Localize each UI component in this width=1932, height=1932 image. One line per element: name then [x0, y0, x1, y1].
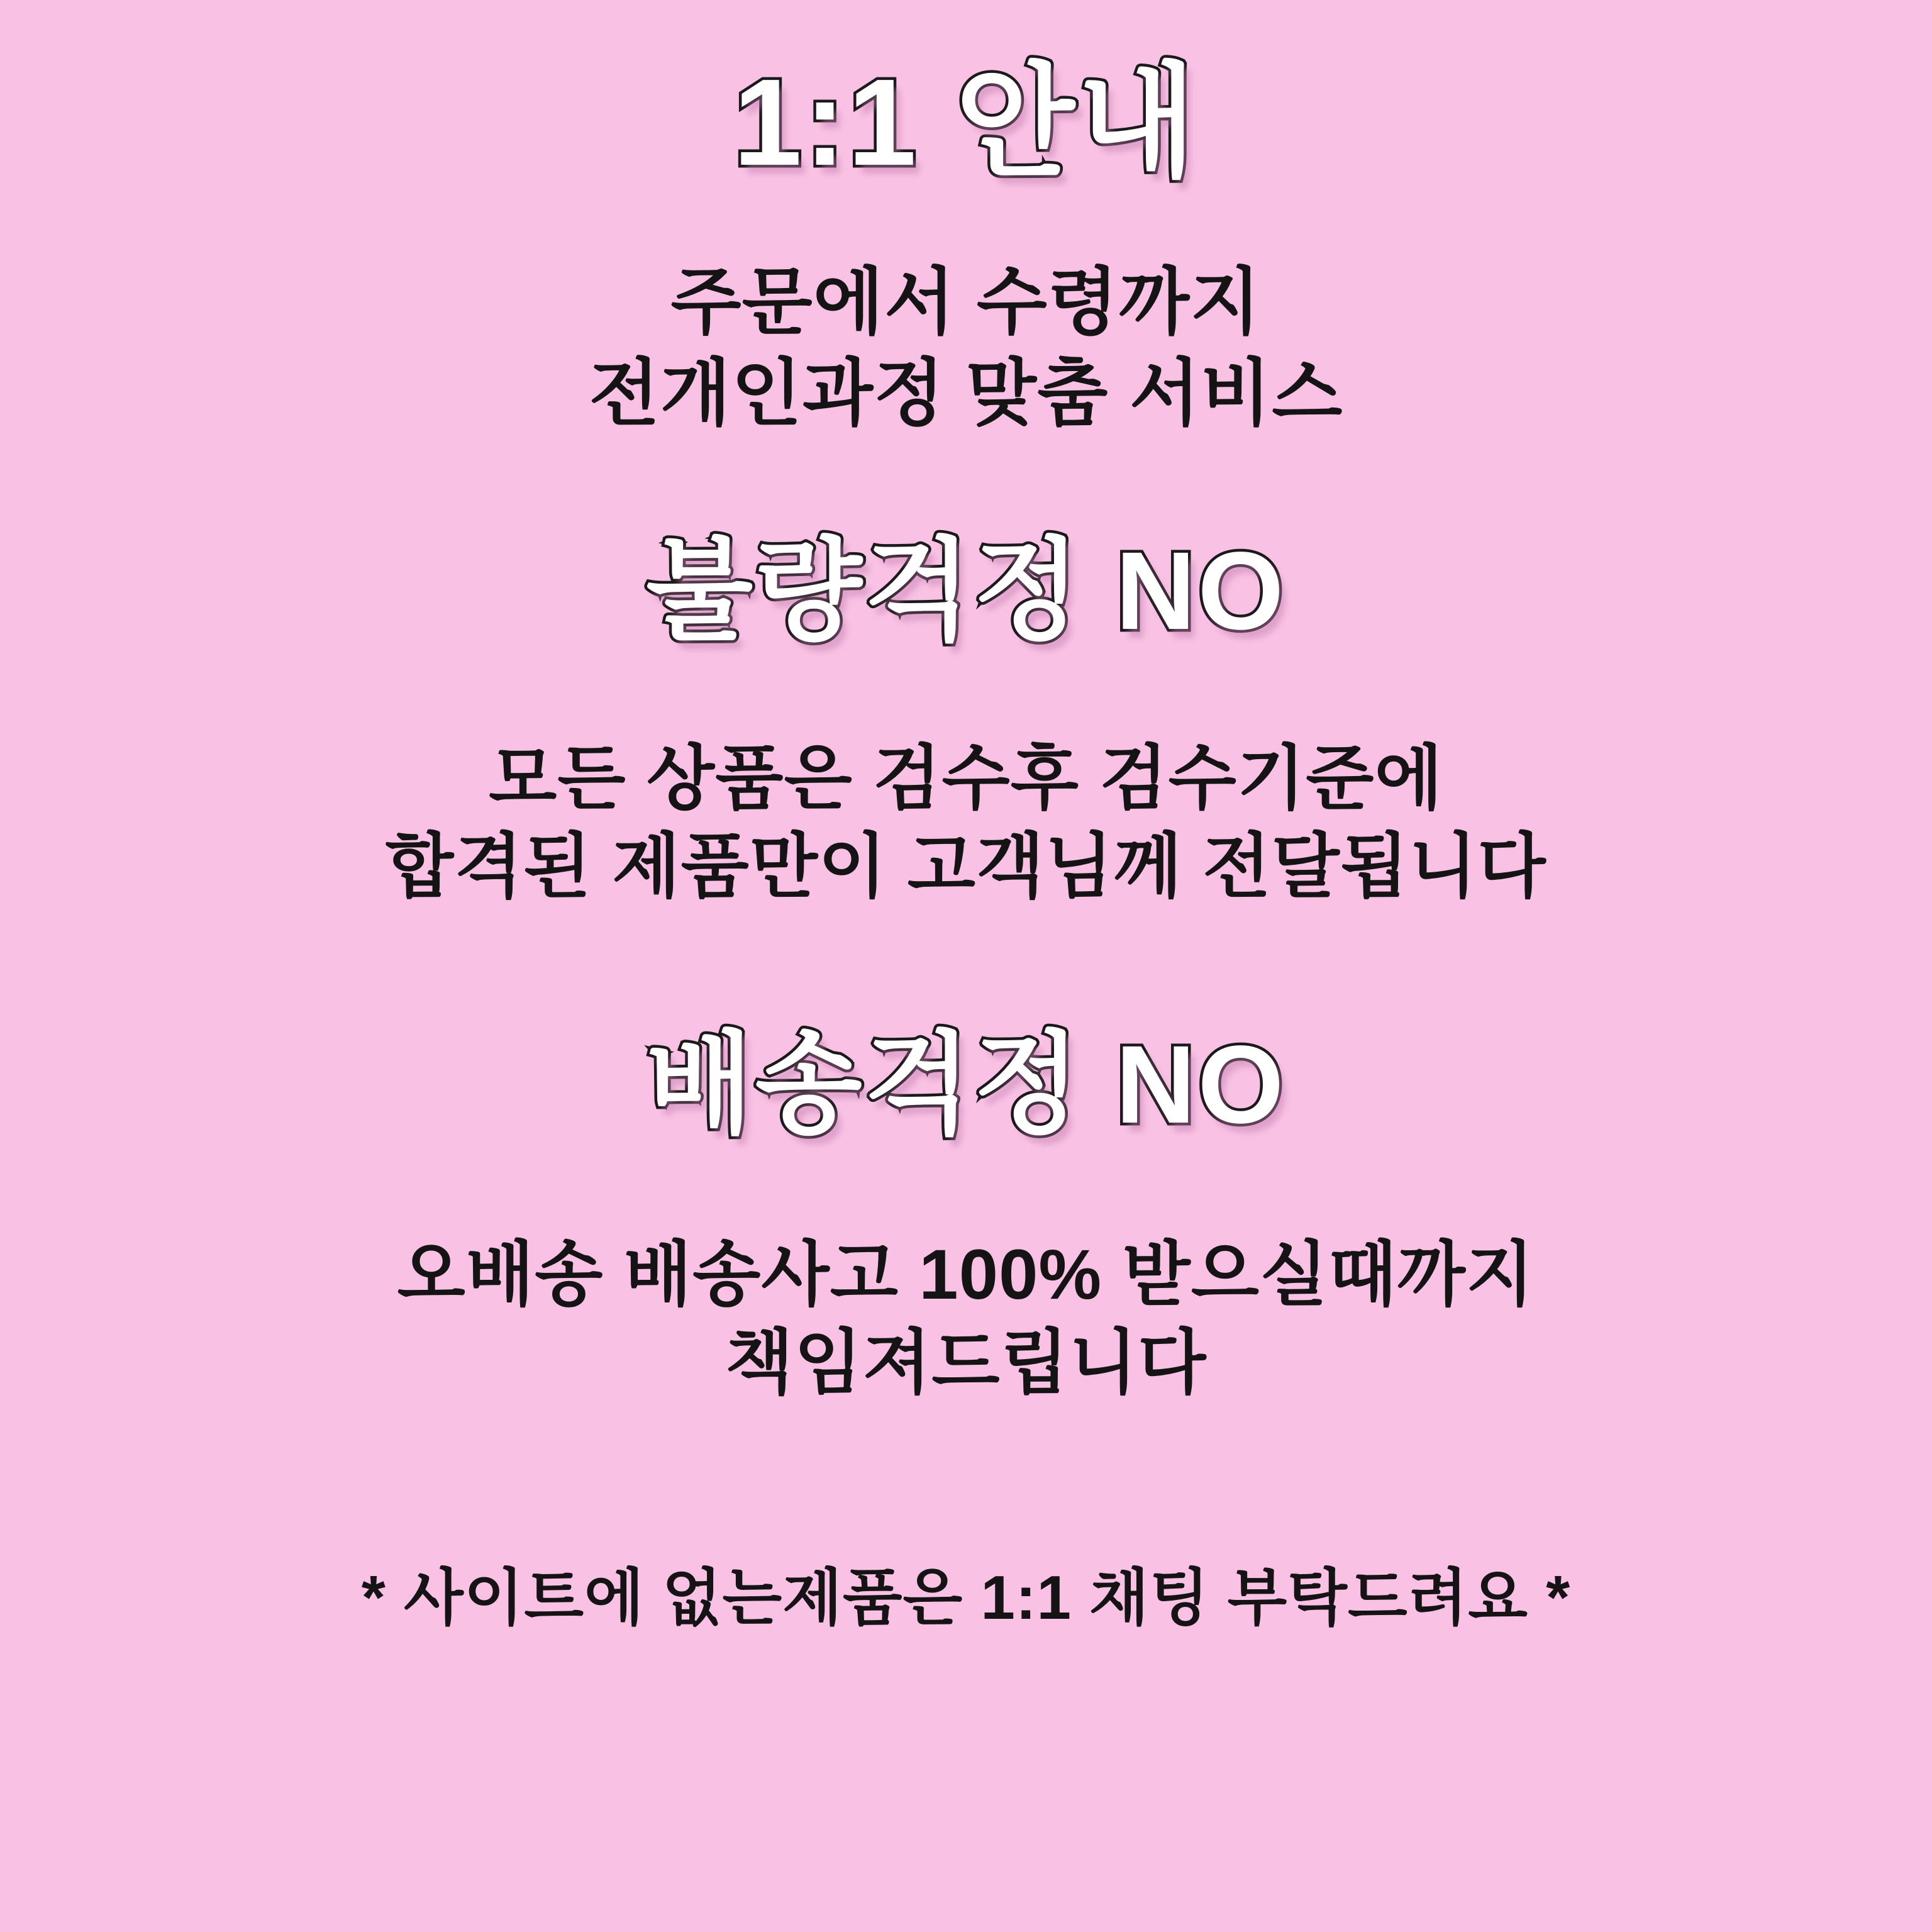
subtitle-line-2: 전개인과정 맞춤 서비스 — [589, 352, 1343, 434]
page-title: 1:1 안내 — [733, 53, 1199, 191]
subtitle-line-1: 주문에서 수령까지 — [670, 260, 1262, 343]
section-heading-shipping: 배송걱정 NO — [646, 1023, 1286, 1146]
section-heading-quality: 불량걱정 NO — [646, 529, 1286, 653]
section-description-quality — [0, 735, 1932, 911]
quality-desc-line-2: 합격된 제품만이 고객님께 전달됩니다 — [386, 826, 1546, 906]
shipping-desc-line-1: 오배송 배송사고 100% 받으실때까지 — [397, 1235, 1535, 1314]
quality-desc-line-1: 모든 상품은 검수후 검수기준에 — [489, 738, 1443, 818]
footnote-text: * 사이트에 없는제품은 1:1 채팅 부탁드려요 * — [361, 1563, 1571, 1633]
shipping-desc-line-2: 책임져드립니다 — [725, 1323, 1207, 1402]
section-description-shipping — [0, 1231, 1932, 1407]
subtitle-text — [0, 257, 1932, 439]
